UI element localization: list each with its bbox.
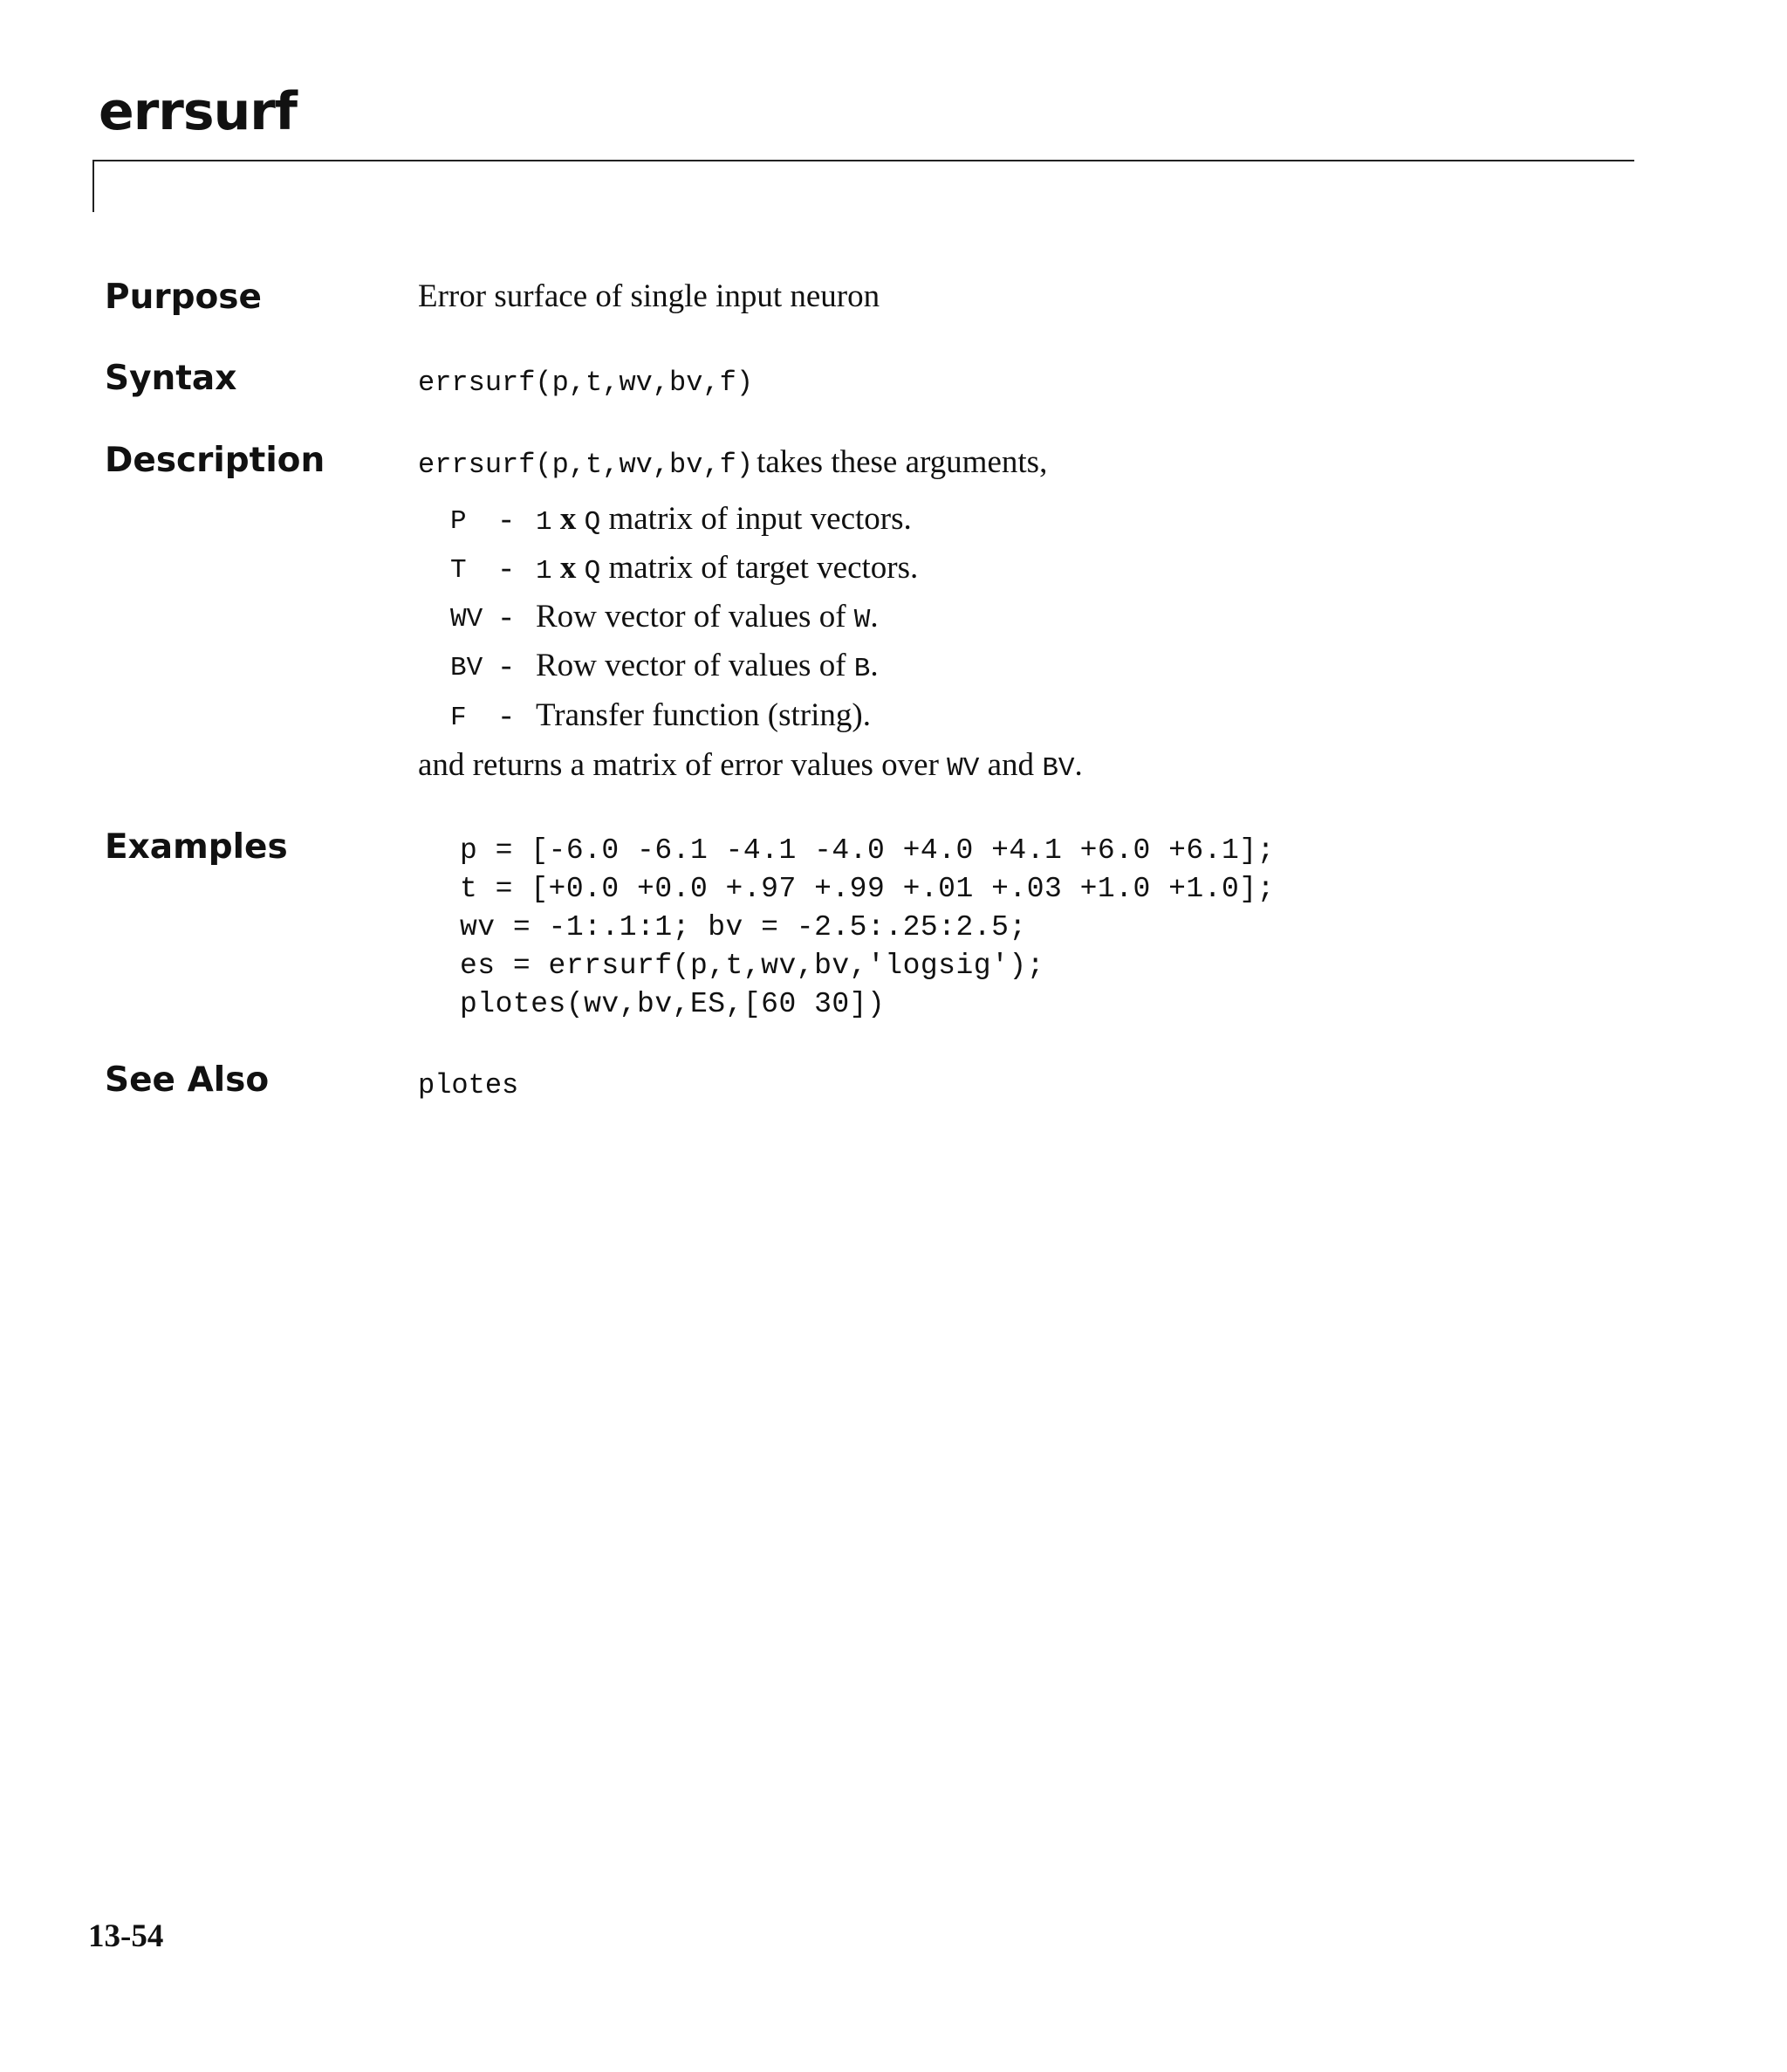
arg-description [536,503,912,536]
arg-desc-text: Transfer function (string). [536,697,871,733]
purpose-heading: Purpose [105,278,262,317]
arg-dash: - [501,501,512,537]
description-heading: Description [105,441,325,480]
arg-name: WV [450,604,483,635]
returns-period: . [1074,747,1083,783]
arg-description [536,600,879,634]
page-number: 13-54 [88,1918,164,1954]
arg-desc-symbol: W [853,605,871,635]
arg-desc-text: Row vector of values of [536,599,846,635]
arg-desc-period: . [870,648,879,683]
examples-heading: Examples [105,827,288,867]
arg-dim-rows: 1 [536,507,552,538]
returns-text: and returns a matrix of error values over [418,747,939,783]
arg-description [536,699,871,731]
see-also-heading: See Also [105,1060,270,1100]
code-line: p = [-6.0 -6.1 -4.1 -4.0 +4.0 +4.1 +6.0 +6.1]; [460,834,1275,867]
arg-desc-text: Row vector of values of [536,648,846,683]
arg-name: BV [450,653,483,683]
title-rule-horizontal [93,160,1634,161]
arg-dash: - [501,648,512,683]
page-title: errsurf [99,81,297,142]
arg-times: x [559,501,577,537]
arg-dash: - [501,697,512,733]
code-line: t = [+0.0 +0.0 +.97 +.99 +.01 +.03 +1.0 +1.0]; [460,873,1275,905]
returns-symbol-bv: BV [1042,753,1075,784]
returns-symbol-wv: WV [947,753,980,784]
arg-name: F [450,703,467,733]
arg-name: P [450,506,467,537]
syntax-code: errsurf(p,t,wv,bv,f) [418,367,754,399]
arg-times: x [559,550,577,586]
purpose-text: Error surface of single input neuron [418,278,880,314]
arg-description [536,552,918,585]
arg-dim-rows: 1 [536,556,552,587]
arg-dim-cols: Q [584,507,601,538]
arg-desc-text: matrix of target vectors. [608,550,919,586]
arg-dim-cols: Q [584,556,601,587]
description-returns [418,749,1083,782]
arg-desc-symbol: B [853,654,871,684]
code-line: es = errsurf(p,t,wv,bv,'logsig'); [460,950,1045,982]
syntax-heading: Syntax [105,359,237,398]
code-line: wv = -1:.1:1; bv = -2.5:.25:2.5; [460,911,1027,943]
arg-dash: - [501,599,512,635]
arg-desc-period: . [870,599,879,635]
title-rule-vertical [92,160,94,212]
arg-name: T [450,555,467,586]
arg-desc-text: matrix of input vectors. [608,501,912,537]
returns-and: and [987,747,1035,783]
arg-dash: - [501,550,512,586]
arg-description [536,649,879,683]
see-also-link[interactable]: plotes [418,1069,519,1101]
description-intro-text: takes these arguments, [757,444,1048,480]
description-intro [418,443,1047,481]
description-intro-code: errsurf(p,t,wv,bv,f) [418,449,754,481]
code-line: plotes(wv,bv,ES,[60 30]) [460,988,886,1020]
